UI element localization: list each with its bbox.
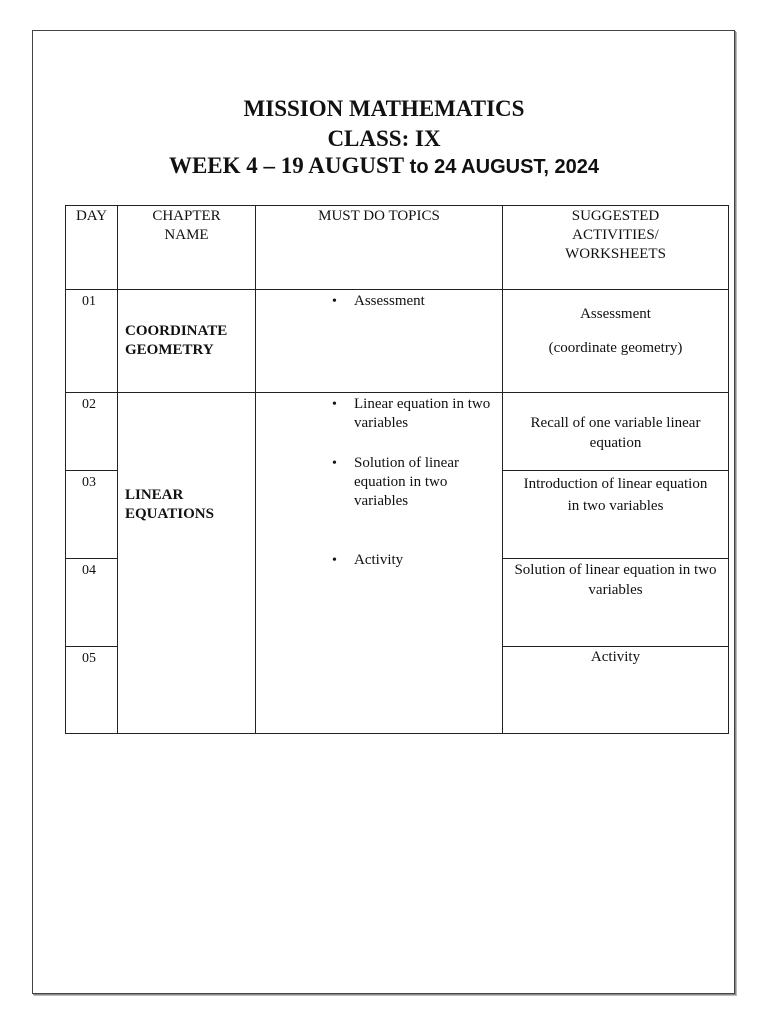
header-activities bbox=[503, 207, 728, 264]
chapter-linear-equations bbox=[125, 486, 214, 524]
topic-item: • Assessment bbox=[332, 292, 497, 311]
header-chapter bbox=[118, 207, 255, 245]
table-border-right bbox=[728, 205, 729, 734]
activity-day1 bbox=[503, 305, 728, 358]
week-label-serif: WEEK 4 – 19 AUGUST bbox=[168, 153, 405, 178]
activity-day1-line1: Assessment bbox=[580, 306, 651, 322]
row-divider-day4-act bbox=[502, 646, 729, 647]
header-chapter-line2: NAME bbox=[164, 227, 209, 243]
activity-day5: Activity bbox=[590, 649, 641, 665]
col-divider-chapter bbox=[255, 205, 256, 734]
topics-linear bbox=[332, 395, 497, 570]
header-chapter-line1: CHAPTER bbox=[152, 208, 221, 224]
row-divider-day1 bbox=[65, 392, 729, 393]
activity-day3: Introduction of linear equation in two variables bbox=[523, 476, 708, 514]
chapter-coordinate-geometry bbox=[125, 322, 227, 360]
header-topics: MUST DO TOPICS bbox=[318, 208, 440, 224]
header-activities-line2: ACTIVITIES/ bbox=[572, 227, 659, 243]
activity-day2: Recall of one variable linear equation bbox=[530, 415, 701, 451]
topics-day1 bbox=[332, 292, 497, 311]
day-number-05: 05 bbox=[82, 651, 96, 666]
activity-day4: Solution of linear equation in two variables bbox=[514, 562, 717, 598]
table-border-top bbox=[65, 205, 729, 206]
chapter-linear-line2: EQUATIONS bbox=[125, 506, 214, 522]
chapter-coordinate-line1: COORDINATE bbox=[125, 323, 228, 339]
class-label: CLASS: IX bbox=[327, 126, 441, 151]
day-number-02: 02 bbox=[82, 397, 96, 412]
topic-item: • Linear equation in two variables bbox=[332, 395, 497, 433]
week-label-sans: to 24 AUGUST, 2024 bbox=[404, 156, 600, 178]
topic-item: • Solution of linear equation in two variables bbox=[332, 454, 497, 511]
day-number-04: 04 bbox=[82, 563, 96, 578]
chapter-coordinate-line2: GEOMETRY bbox=[125, 342, 214, 358]
row-divider-day4-day bbox=[65, 646, 118, 647]
chapter-linear-line1: LINEAR bbox=[125, 487, 184, 503]
header-activities-line3: WORKSHEETS bbox=[565, 246, 666, 262]
row-divider-day2-day bbox=[65, 470, 118, 471]
row-divider-header bbox=[65, 289, 729, 290]
header-day: DAY bbox=[75, 208, 108, 224]
header-activities-line1: SUGGESTED bbox=[571, 208, 660, 224]
table-border-bottom bbox=[65, 733, 729, 734]
day-number-01: 01 bbox=[82, 294, 96, 309]
week-label bbox=[0, 153, 768, 179]
day-number-03: 03 bbox=[82, 475, 96, 490]
row-divider-day3-day bbox=[65, 558, 118, 559]
col-divider-day bbox=[117, 205, 118, 734]
row-divider-day2-act bbox=[502, 470, 729, 471]
topic-item: • Activity bbox=[332, 551, 497, 570]
activity-day1-line2: (coordinate geometry) bbox=[548, 340, 683, 356]
row-divider-day3-act bbox=[502, 558, 729, 559]
document-title: MISSION MATHEMATICS bbox=[243, 96, 525, 121]
